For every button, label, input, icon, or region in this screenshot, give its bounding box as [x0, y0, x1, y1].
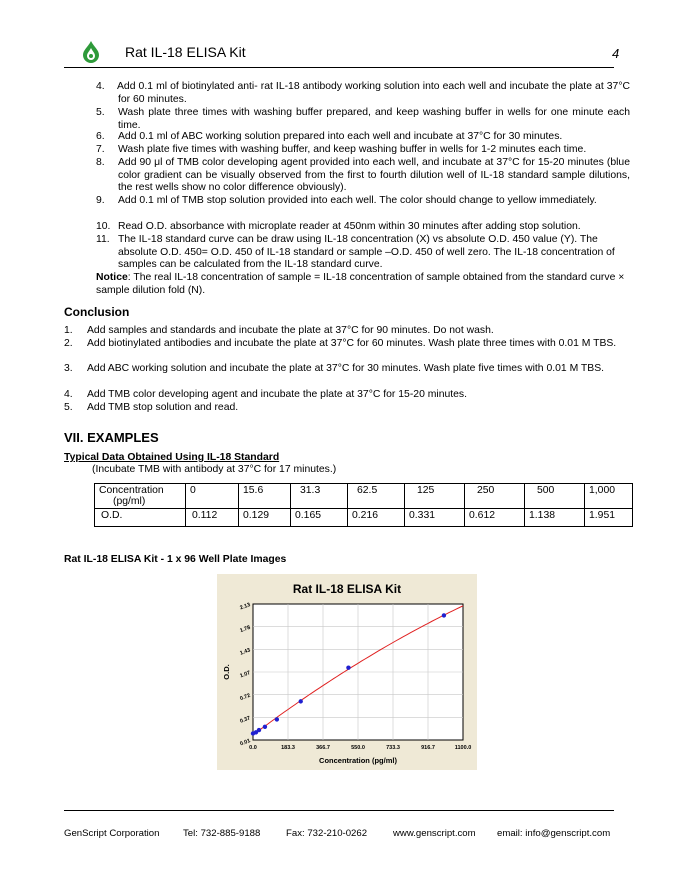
standard-curve-chart: [217, 574, 477, 770]
page-number: 4: [612, 46, 620, 61]
header-title: Rat IL-18 ELISA Kit: [125, 44, 246, 60]
conclusion-number: 3.: [64, 363, 73, 374]
x-tick-label: 916.7: [421, 745, 435, 751]
data-point: [346, 665, 350, 669]
step-number: 4.: [96, 81, 105, 92]
table-cell: 0.331: [405, 509, 465, 527]
data-point: [299, 699, 303, 703]
step-text: Wash plate three times with washing buffer prepared, and keep washing buffer in wells for one minute each time.: [118, 107, 630, 131]
y-tick-label: 0.37: [239, 715, 252, 725]
table-row: [95, 509, 633, 527]
examples-heading: VII. EXAMPLES: [64, 430, 159, 445]
notice-text: : The real IL-18 concentration of sample = IL-18 concentration of sample obtained from the standard curve × sample dilution fold (N).: [96, 272, 625, 296]
x-tick-label: 1100.0: [454, 745, 472, 751]
step-number: 10.: [96, 221, 111, 232]
conclusion-number: 4.: [64, 389, 73, 400]
table-cell: 1,000: [585, 484, 633, 509]
genscript-logo-icon: [80, 40, 102, 64]
conclusion-number: 2.: [64, 338, 73, 349]
table-cell: 0.129: [239, 509, 291, 527]
row-label: Concentration: [99, 485, 164, 496]
y-tick-label: 2.13: [239, 602, 252, 612]
footer-divider: [64, 810, 614, 811]
footer-fax: Fax: 732-210-0262: [286, 828, 368, 839]
row-label-unit: (pg/ml): [113, 496, 146, 507]
conclusion-item: Add TMB stop solution and read.: [87, 402, 239, 413]
y-tick-label: 1.07: [239, 670, 252, 680]
y-tick-label: 1.43: [239, 647, 252, 657]
step-text: Add 0.1 ml of TMB stop solution provided into each well. The color should change to yellow immediately.: [118, 195, 597, 206]
examples-note: (Incubate TMB with antibody at 37°C for 17 minutes.): [92, 464, 337, 475]
x-tick-label: 183.3: [281, 745, 295, 751]
data-point: [442, 613, 446, 617]
table-cell: 15.6: [239, 484, 291, 509]
standard-data-table: [94, 483, 633, 527]
table-cell: 1.138: [525, 509, 585, 527]
data-point: [263, 725, 267, 729]
table-cell: 0.216: [348, 509, 405, 527]
table-cell: 62.5: [348, 484, 405, 509]
table-cell: 0.165: [291, 509, 348, 527]
conclusion-heading: Conclusion: [64, 305, 130, 319]
table-row-header: O.D.: [95, 509, 186, 527]
conclusion-number: 5.: [64, 402, 73, 413]
table-cell: 250: [465, 484, 525, 509]
footer-company: GenScript Corporation: [64, 828, 160, 839]
table-cell: 0.612: [465, 509, 525, 527]
step-text: Read O.D. absorbance with microplate reader at 450nm within 30 minutes after adding stop solution.: [118, 221, 581, 232]
header-divider: [64, 67, 614, 68]
table-cell: 125: [405, 484, 465, 509]
conclusion-item: Add ABC working solution and incubate the plate at 37°C for 30 minutes. Wash plate five times with 0.01 M TBS.: [87, 363, 605, 374]
table-cell: 31.3: [291, 484, 348, 509]
standard-curve-svg: [217, 574, 477, 770]
x-tick-label: 550.0: [351, 745, 365, 751]
x-axis-label: Concentration (pg/ml): [319, 756, 397, 765]
chart-title: Rat IL-18 ELISA Kit: [292, 582, 402, 596]
step-number: 8.: [96, 157, 105, 168]
table-cell: 0: [186, 484, 239, 509]
y-tick-label: 0.01: [239, 738, 252, 748]
notice-label: Notice: [96, 272, 128, 283]
x-tick-label: 0.0: [249, 745, 257, 751]
step-text: Wash plate five times with washing buffer, and keep washing buffer in wells for 1-2 minutes each time.: [118, 144, 587, 155]
table-cell: 0.112: [186, 509, 239, 527]
step-number: 7.: [96, 144, 105, 155]
table-cell: 500: [525, 484, 585, 509]
footer-tel: Tel: 732-885-9188: [183, 828, 261, 839]
step-text: Add 90 μl of TMB color developing agent provided into each well, and incubate at 37°C for 15-20 minutes (blue color gradient can be visually observed from the first to fourth dilution well of IL-18 standard sample dilutions, the rest wells show no color difference obviously).: [118, 157, 630, 194]
table-row: [95, 484, 633, 509]
step-number: 6.: [96, 131, 105, 142]
y-tick-label: 0.72: [239, 692, 252, 703]
step-text: The IL-18 standard curve can be draw using IL-18 concentration (X) vs absolute O.D. 450 value (Y). The absolute O.D. 450= O.D. 450 of IL-18 standard or sample –O.D. 450 of well zero. The IL-18 concentration of samples can be calculated from the IL-18 standard curve.: [118, 234, 615, 271]
data-point: [257, 728, 261, 732]
step-number: 11.: [96, 234, 110, 245]
step-text: Add 0.1 ml of biotinylated anti- rat IL-18 antibody working solution into each well and incubate the plate at 37°C for 60 minutes.: [117, 81, 630, 105]
y-tick-label: 1.78: [239, 624, 252, 635]
examples-subtitle: Typical Data Obtained Using IL-18 Standard: [64, 452, 280, 463]
x-tick-label: 733.3: [386, 745, 400, 751]
y-axis-label: O.D.: [222, 664, 231, 680]
x-tick-label: 366.7: [316, 745, 330, 751]
step-number: 9.: [96, 195, 105, 206]
conclusion-number: 1.: [64, 325, 73, 336]
footer-email-link[interactable]: email: info@genscript.com: [497, 828, 611, 839]
step-number: 5.: [96, 107, 105, 118]
chart-caption: Rat IL-18 ELISA Kit - 1 x 96 Well Plate Images: [64, 554, 287, 565]
conclusion-item: Add TMB color developing agent and incubate the plate at 37°C for 15-20 minutes.: [87, 389, 467, 400]
data-point: [275, 717, 279, 721]
step-text: Add 0.1 ml of ABC working solution prepared into each well and incubate at 37°C for 30 minutes.: [118, 131, 563, 142]
table-cell: 1.951: [585, 509, 633, 527]
notice: [96, 272, 630, 297]
conclusion-item: Add biotinylated antibodies and incubate the plate at 37°C for 60 minutes. Wash plate three times with 0.01 M TBS.: [87, 338, 617, 349]
table-row-header: [95, 484, 186, 509]
footer-website-link[interactable]: www.genscript.com: [393, 828, 476, 839]
conclusion-item: Add samples and standards and incubate the plate at 37°C for 90 minutes. Do not wash.: [87, 325, 494, 336]
